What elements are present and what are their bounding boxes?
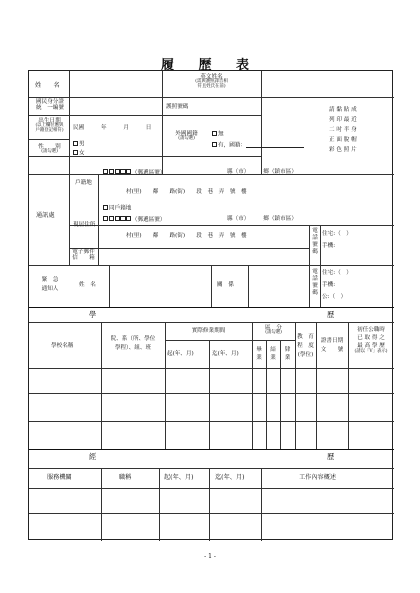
resume-form [28,70,393,540]
same-as-household-checkbox[interactable]: 同戶籍地 [103,205,131,212]
degree-header: 教 育 程 度 (學位) [297,334,314,358]
graduated-header: 畢 業 [256,347,262,361]
name-label: 姓 名 [35,82,60,89]
experience-heading: 經 [89,452,97,461]
birth-date-label: 出生日期 (以上欄位應與 戶籍登記相符) [35,118,64,134]
emergency-office-phone[interactable]: 公:（ ） [322,294,347,300]
mobile-field[interactable]: 手機: [322,243,336,249]
nationality-yes-checkbox[interactable]: 有，國籍： [212,142,304,149]
household-postal-code[interactable]: （郵遞區號） [103,169,166,176]
emergency-phone-label: 電 話 號 碼 [312,269,318,296]
employer-header: 服務機關 [47,474,72,481]
experience-heading-end: 歷 [327,452,335,461]
current-city[interactable]: 縣（市） 鄉（鎮市區） [227,216,297,222]
duties-header: 工作內容概述 [299,474,337,481]
gender-female-checkbox[interactable]: 女 [73,150,85,157]
page-title: 履 歷 表 [160,58,260,73]
emergency-name-label: 姓 名 [79,282,96,288]
period-to-header: 迄(年、月) [212,351,239,357]
passport-label: 護照號碼 [166,104,189,110]
gender-label: 性 別 (請勾選) [38,144,61,155]
dropped-header: 肄 業 [284,347,291,361]
home-phone-field[interactable]: 住宅:（ ） [322,231,352,237]
emergency-mobile[interactable]: 手機: [322,282,336,288]
address-label: 通訊處 [36,212,55,219]
household-city[interactable]: 縣（市） 鄉（鎮市區） [227,169,297,175]
current-street[interactable]: 村(里) 鄰 路(街) 段 巷 弄 號 樓 [126,233,247,239]
photo-placeholder[interactable]: 請 黏 貼 成 列 印 最 近 二 吋 半 身 正 面 脫 帽 彩 色 照 片 [329,107,357,153]
birth-date-field[interactable]: 民國 年 月 日 [73,125,152,131]
email-label: 電子郵件 信 箱 [72,249,95,262]
school-name-header: 學校名稱 [51,343,74,349]
exp-from-header: 起(年、月) [164,474,194,481]
exp-to-header: 迄(年、月) [215,474,245,481]
foreign-nationality-label: 外國國籍 (請勾選) [175,131,198,142]
id-number-label: 國民身分證 統 一編號 [36,99,64,112]
household-street[interactable]: 村(里) 鄰 路(街) 段 巷 弄 號 樓 [126,189,247,195]
current-address-label: 現居住所 [73,222,96,228]
completed-header: 結 業 [270,347,276,361]
gender-male-checkbox[interactable]: 男 [73,141,85,148]
english-name-label: 英文姓名 (需與護照譯音相 符且姓氏在前) [195,74,228,90]
highest-education-header: 初任公職時 已 取 得 之 最 高 學 歷 (請以「V」表示) [354,327,388,354]
education-heading: 學 [89,310,97,319]
certificate-header: 證書日期 文 號 [320,338,344,353]
emergency-home-phone[interactable]: 住宅:（ ） [322,270,352,276]
study-period-header: 實際修業期間 [191,328,226,334]
period-from-header: 起(年、月) [167,351,194,357]
category-header: 區 分 (請勾選) [265,325,282,336]
current-postal-code[interactable]: （郵遞區號） [103,216,166,223]
emergency-contact-label: 緊 急 通知人 [41,277,59,292]
job-title-header: 職稱 [119,474,132,481]
nationality-no-checkbox[interactable]: 無 [212,131,224,138]
household-label: 戶籍地 [75,180,92,186]
department-header: 院、系（所、學位 學程）、組、班 [110,336,156,351]
page-number: - 1 - [204,553,216,560]
phone-label: 電 話 號 碼 [312,228,318,255]
emergency-relation-label: 關 係 [217,282,234,288]
education-heading-end: 歷 [327,310,335,319]
